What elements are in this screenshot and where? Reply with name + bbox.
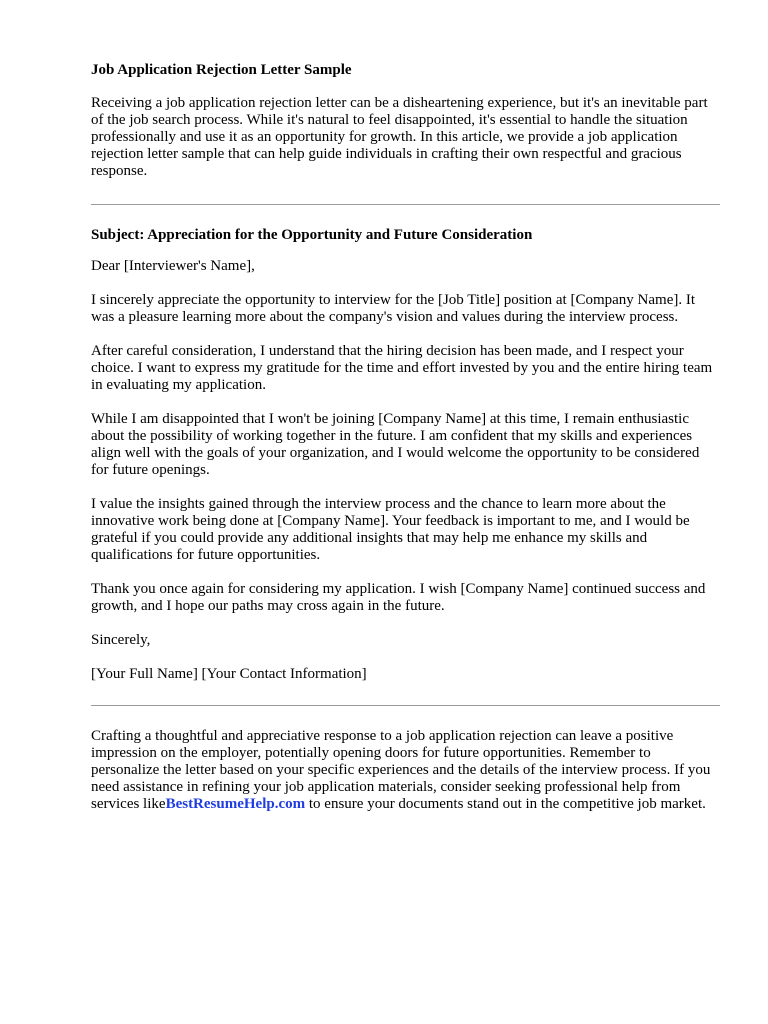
letter-body	[91, 227, 720, 683]
letter-paragraph: After careful consideration, I understand that the hiring decision has been made, and I respect your choice. I want to express my gratitude for the time and effort invested by you and the entire hiring team in evaluating my application.	[91, 343, 713, 393]
outro-text: Crafting a thoughtful and appreciative response to a job application rejection can leave a positive impression on the employer, potentially opening doors for future opportunities. Remember to personalize the letter based on your specific experiences and the details of the interview process. If you need assistance in refining your job application materials, consider seeking professional help from services like	[91, 728, 711, 812]
document-title: Job Application Rejection Letter Sample	[91, 62, 352, 78]
bottom-divider	[91, 705, 720, 706]
letter-subject: Subject: Appreciation for the Opportunity and Future Consideration	[91, 227, 533, 243]
intro-paragraph: Receiving a job application rejection letter can be a disheartening experience, but it's an inevitable part of the job search process. While it's natural to feel disappointed, it's essential to handle the situation professionally and use it as an opportunity for growth. In this article, we provide a job application rejection letter sample that can help guide individuals in crafting their own respectful and gracious response.	[91, 95, 708, 179]
top-divider	[91, 204, 720, 205]
letter-closing: Sincerely,	[91, 632, 151, 648]
letter-paragraph: I sincerely appreciate the opportunity to interview for the [Job Title] position at [Company Name]. It was a pleasure learning more about the company's vision and values during the interview process.	[91, 292, 696, 325]
bestresumehelp-link[interactable]: BestResumeHelp.com	[165, 796, 306, 812]
letter-signature: [Your Full Name] [Your Contact Information]	[91, 666, 367, 682]
outro-text-end: to ensure your documents stand out in the competitive job market.	[305, 796, 706, 812]
letter-paragraph: I value the insights gained through the interview process and the chance to learn more about the innovative work being done at [Company Name]. Your feedback is important to me, and I would be grateful if you could provide any additional insights that may help me enhance my skills and qualifications for future opportunities.	[91, 496, 690, 563]
letter-paragraph: While I am disappointed that I won't be joining [Company Name] at this time, I remain enthusiastic about the possibility of working together in the future. I am confident that my skills and experiences align well with the goals of your organization, and I would welcome the opportunity to be considered for future openings.	[91, 411, 700, 478]
outro-paragraph	[91, 728, 720, 813]
letter-salutation: Dear [Interviewer's Name],	[91, 258, 255, 274]
letter-paragraph: Thank you once again for considering my application. I wish [Company Name] continued success and growth, and I hope our paths may cross again in the future.	[91, 581, 706, 614]
